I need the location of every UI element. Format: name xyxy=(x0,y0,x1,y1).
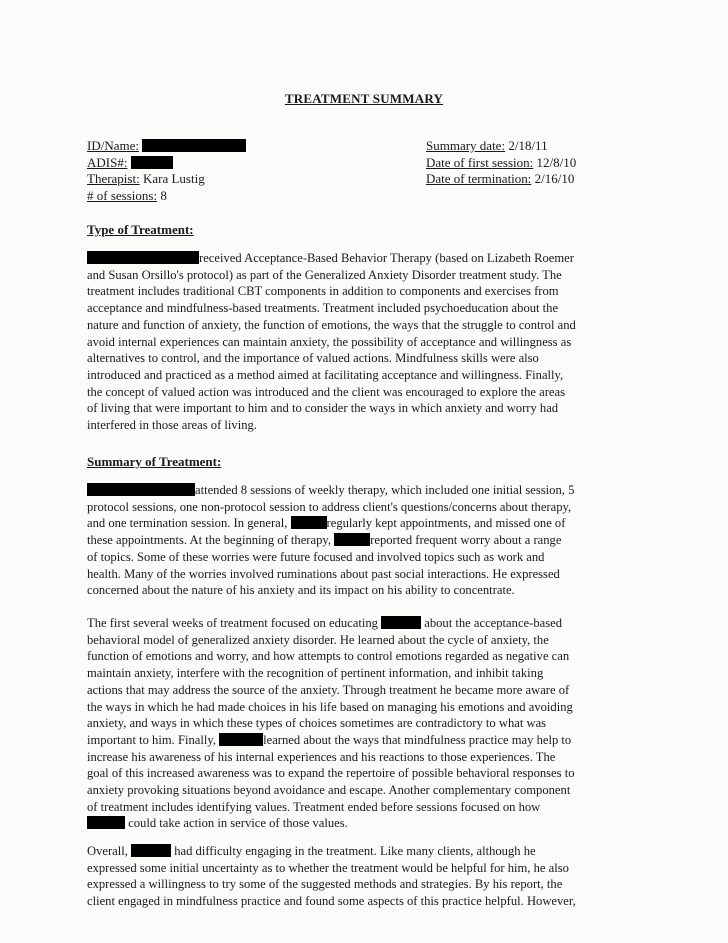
redaction-bar xyxy=(381,616,421,629)
sessions-label: # of sessions: xyxy=(87,187,158,203)
paragraph-line: acceptance and mindfulness-based treatments. Treatment included psychoeducation about the xyxy=(87,301,559,316)
redaction-bar xyxy=(131,844,171,857)
client-info-block xyxy=(87,138,246,204)
redaction-bar xyxy=(87,483,195,496)
document-title: TREATMENT SUMMARY xyxy=(284,91,444,106)
summary-paragraph-3 xyxy=(87,843,647,910)
paragraph-line xyxy=(87,482,647,499)
line-text: could take action in service of those values. xyxy=(125,816,348,831)
summary-date-label: Summary date: xyxy=(426,138,506,153)
sessions-row xyxy=(87,188,246,205)
line-text: reported frequent worry about a range xyxy=(370,533,562,548)
termination-value: 2/16/10 xyxy=(531,171,575,186)
paragraph-line: concerned about the nature of his anxiety and its impact on his ability to concentrate. xyxy=(87,583,515,598)
line-text: regularly kept appointments, and missed one of xyxy=(326,516,566,531)
paragraph-line xyxy=(87,532,647,549)
adis-row xyxy=(87,155,246,172)
first-session-row xyxy=(426,155,576,172)
paragraph-line: anxiety provoking situations beyond avoidance and escape. Another complementary component xyxy=(87,783,571,798)
termination-label: Date of termination: xyxy=(426,171,532,186)
summary-of-treatment-heading: Summary of Treatment: xyxy=(87,454,222,469)
sessions-value: 8 xyxy=(157,187,167,203)
paragraph-line: maintain anxiety, interfere with the recognition of pertinent information, and inhibit taking xyxy=(87,666,544,681)
paragraph-line: alternatives to control, and the importance of valued actions. Mindfulness skills were also xyxy=(87,351,539,366)
paragraph-line xyxy=(87,843,647,860)
line-text: these appointments. At the beginning of therapy, xyxy=(87,533,335,548)
paragraph-line xyxy=(87,732,647,749)
line-text: important to him. Finally, xyxy=(87,732,220,747)
adis-label: ADIS#: xyxy=(87,154,128,170)
line-text: received Acceptance-Based Behavior Therapy (based on Lizabeth Roemer xyxy=(199,251,574,265)
paragraph-line xyxy=(87,515,647,532)
paragraph-line xyxy=(87,250,647,267)
line-text: The first several weeks of treatment focused on educating xyxy=(87,616,382,630)
paragraph-line: of living that were important to him and to consider the ways in which anxiety and worry had xyxy=(87,401,559,416)
paragraph-line xyxy=(87,815,647,832)
redaction-bar xyxy=(291,516,327,529)
summary-paragraph-2 xyxy=(87,615,647,832)
paragraph-line: goal of this increased awareness was to expand the repertoire of possible behavioral responses to xyxy=(87,766,575,781)
line-text: had difficulty engaging in the treatment. Like many clients, although he xyxy=(171,844,536,858)
paragraph-line: of treatment includes identifying values. Treatment ended before sessions focused on how xyxy=(87,799,541,814)
first-session-value: 12/8/10 xyxy=(533,154,577,170)
type-of-treatment-paragraph xyxy=(87,250,647,434)
paragraph-line: avoid internal experiences can maintain anxiety, the possibility of acceptance and willingness as xyxy=(87,334,572,349)
line-text: learned about the ways that mindfulness practice may help to xyxy=(263,732,572,747)
paragraph-line: behavioral model of generalized anxiety disorder. He learned about the cycle of anxiety, the xyxy=(87,632,549,647)
redaction-bar xyxy=(87,816,125,829)
therapist-row xyxy=(87,171,246,188)
paragraph-line: client engaged in mindfulness practice and found some aspects of this practice helpful. However, xyxy=(87,894,576,909)
summary-date-row xyxy=(426,138,576,155)
line-text: attended 8 sessions of weekly therapy, which included one initial session, 5 xyxy=(195,483,575,497)
line-text: Overall, xyxy=(87,844,132,858)
paragraph-line: treatment includes traditional CBT components in addition to components and exercises from xyxy=(87,284,559,299)
paragraph-line: increase his awareness of his internal experiences and his reactions to those experiences. The xyxy=(87,749,556,764)
line-text: about the acceptance-based xyxy=(421,616,562,630)
paragraph-line: the ways in which he had made choices in his life based on managing his emotions and avoiding xyxy=(87,699,573,714)
paragraph-line: interfered in those areas of living. xyxy=(87,418,257,433)
therapist-label: Therapist: xyxy=(87,171,140,186)
paragraph-line: actions that may address the source of the anxiety. Through treatment he became more aware of xyxy=(87,682,570,697)
redaction-bar xyxy=(87,251,199,264)
summary-paragraph-1 xyxy=(87,482,647,599)
id-name-row xyxy=(87,138,246,155)
paragraph-line: and Susan Orsillo's protocol) as part of the Generalized Anxiety Disorder treatment study. The xyxy=(87,267,562,282)
paragraph-line: of topics. Some of these worries were future focused and involved topics such as work and xyxy=(87,549,545,564)
redaction-bar xyxy=(219,733,263,746)
paragraph-line xyxy=(87,615,647,632)
redaction-bar xyxy=(334,533,370,546)
summary-date-value: 2/18/11 xyxy=(505,138,548,153)
redaction-bar xyxy=(142,139,246,152)
type-of-treatment-heading: Type of Treatment: xyxy=(87,222,194,237)
paragraph-line: introduced and practiced as a method aimed at facilitating acceptance and willingness. Finally, xyxy=(87,367,564,382)
paragraph-line: anxiety, and ways in which these types of choices sometimes are contradictory to what was xyxy=(87,716,547,731)
redaction-bar xyxy=(131,156,173,169)
paragraph-line: expressed a willingness to try some of the suggested methods and strategies. By his report, the xyxy=(87,877,563,892)
paragraph-line: expressed some initial uncertainty as to whether the treatment would be helpful for him, he also xyxy=(87,860,569,875)
paragraph-line: the concept of valued action was introduced and the client was encouraged to explore the areas xyxy=(87,384,566,399)
line-text: and one termination session. In general, xyxy=(87,516,291,531)
paragraph-line: nature and function of anxiety, the function of emotions, the ways that the struggle to control and xyxy=(87,317,576,332)
paragraph-line: health. Many of the worries involved ruminations about past social interactions. He expressed xyxy=(87,566,560,581)
dates-block xyxy=(426,138,576,188)
first-session-label: Date of first session: xyxy=(426,154,534,170)
id-name-label: ID/Name: xyxy=(87,138,139,153)
paragraph-line: protocol sessions, one non-protocol session to address client's questions/concerns about therapy, xyxy=(87,499,572,514)
paragraph-line: function of emotions and worry, and how attempts to control emotions regarded as negative can xyxy=(87,649,570,664)
therapist-value: Kara Lustig xyxy=(139,171,205,186)
termination-row xyxy=(426,171,576,188)
